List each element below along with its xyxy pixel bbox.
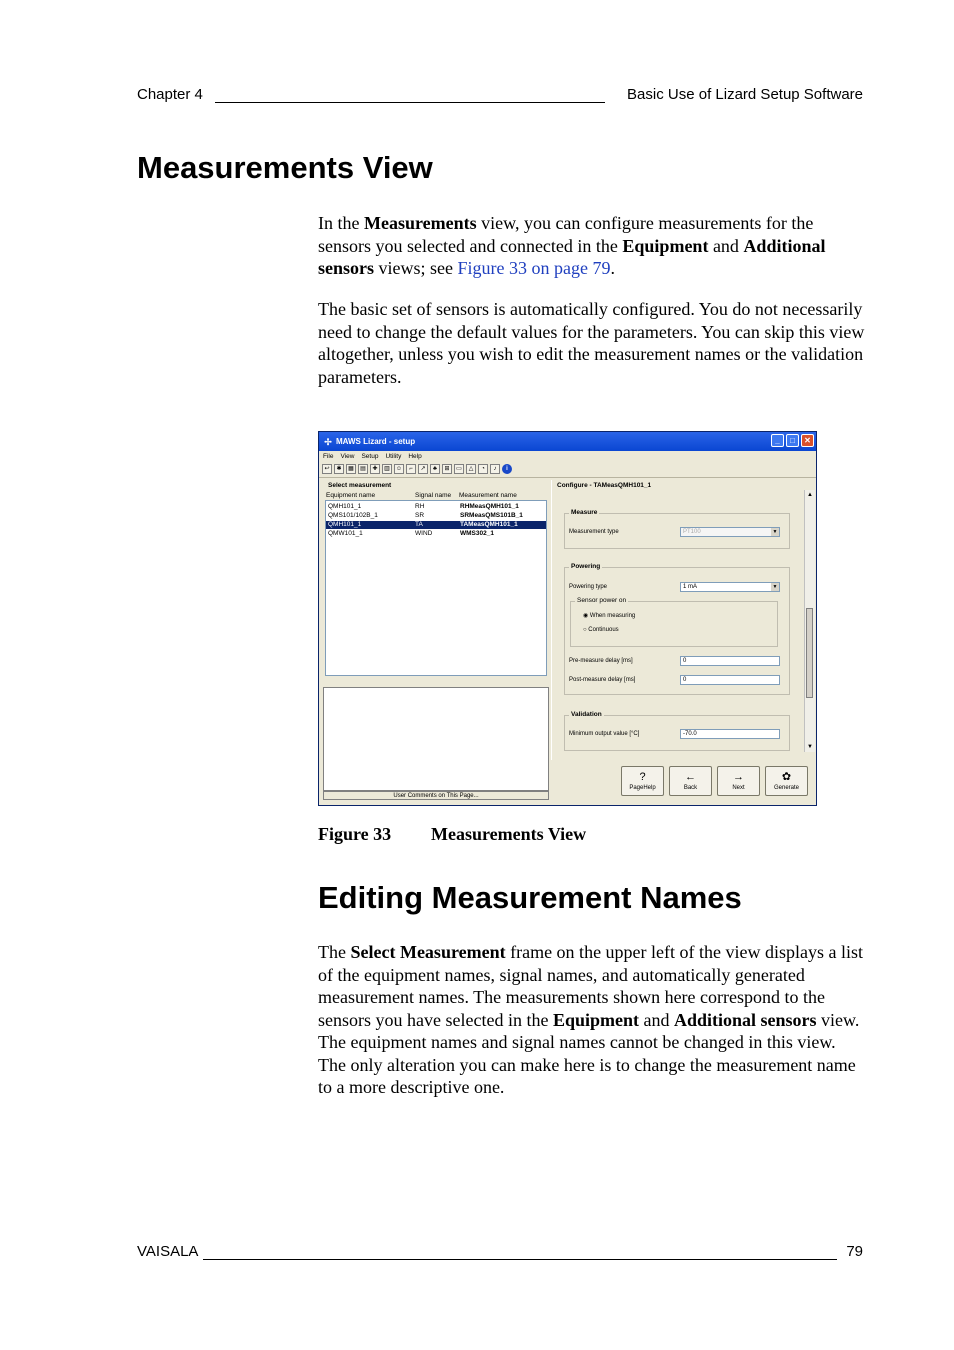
footer-rule [203, 1259, 837, 1260]
toolbar-equipment-icon[interactable]: ✱ [334, 464, 344, 474]
validation-group: Validation Minimum output value [°C] -70.0 [564, 715, 790, 751]
measurement-type-select[interactable]: PT100 ▼ [680, 527, 780, 537]
toolbar-schedule-icon[interactable]: ◔ [478, 464, 488, 474]
comments-label[interactable]: User Comments on This Page... [323, 791, 549, 800]
toolbar-doc-icon[interactable]: ▭ [454, 464, 464, 474]
chevron-down-icon: ▼ [772, 584, 778, 590]
figure-caption: Figure 33 Measurements View [318, 824, 587, 844]
maximize-icon[interactable]: □ [786, 434, 799, 447]
pagehelp-button[interactable]: ? PageHelp [621, 766, 664, 796]
page-footer [137, 1243, 863, 1263]
chapter-label: Chapter 4 [137, 86, 203, 103]
comments-box[interactable] [323, 687, 549, 791]
toolbar-grid-icon[interactable]: ▥ [382, 464, 392, 474]
toolbar-person-icon[interactable]: ☺ [395, 466, 403, 472]
toolbar-chart-icon[interactable]: ↗ [418, 464, 428, 474]
back-button[interactable]: ← Back [669, 766, 712, 796]
sensor-power-group: Sensor power on ◉ When measuring ○ Continuous [570, 601, 778, 647]
scroll-down-icon[interactable]: ▼ [807, 744, 813, 750]
powering-type-select[interactable]: 1 mA ▼ [680, 582, 780, 592]
company-name: VAISALA [137, 1243, 199, 1260]
close-icon[interactable]: ✕ [801, 434, 814, 447]
header-rule [215, 102, 605, 103]
minimize-icon[interactable]: _ [771, 434, 784, 447]
toolbar-alarm-icon[interactable]: △ [466, 464, 476, 474]
list-item[interactable]: QMS101/102B_1 SR SRMeasQMS101B_1 [328, 512, 523, 519]
post-measure-delay-input[interactable]: 0 [680, 675, 780, 685]
menu-utility[interactable]: Utility [385, 452, 402, 460]
arrow-right-icon: → [733, 771, 744, 783]
menu-file[interactable]: File [323, 452, 334, 460]
toolbar-measure-icon[interactable]: ⌐ [406, 464, 416, 474]
select-measurement-frame [322, 480, 550, 804]
config-scrollbar[interactable] [804, 490, 815, 752]
radio-when-measuring[interactable]: ◉ When measuring [583, 613, 636, 619]
list-item-selected[interactable]: QMH101_1 TA TAMeasQMH101_1 [326, 521, 546, 529]
toolbar-start-icon[interactable]: ↩ [322, 464, 332, 474]
navigation-buttons [621, 766, 808, 796]
toolbar [319, 461, 816, 478]
menu-bar [319, 451, 816, 461]
chevron-down-icon: ▼ [772, 529, 778, 535]
page-number: 79 [846, 1243, 863, 1260]
app-screenshot [318, 431, 817, 806]
list-item[interactable]: QMH101_1 RH RHMeasQMH101_1 [328, 503, 519, 510]
next-button[interactable]: → Next [717, 766, 760, 796]
toolbar-bell-icon[interactable]: ♪ [490, 464, 500, 474]
toolbar-board-icon[interactable]: ▤ [358, 464, 368, 474]
list-item[interactable]: QMW101_1 WIND WMS302_1 [328, 530, 494, 537]
measurement-list[interactable] [325, 500, 547, 676]
lizard-logo-icon: ✢ [324, 436, 332, 447]
subsection-heading: Editing Measurement Names [318, 880, 742, 915]
menu-view[interactable]: View [340, 452, 355, 460]
select-frame-title: Select measurement [328, 482, 392, 489]
toolbar-sensor-icon[interactable]: ✚ [370, 464, 380, 474]
list-header [326, 492, 548, 500]
toolbar-logger-icon[interactable]: ▦ [346, 464, 356, 474]
section-heading: Measurements View [137, 150, 433, 185]
powering-group: Powering Powering type 1 mA ▼ Sensor power on ◉ When measuring ○ Continuous Pre-measure delay [ms] 0 Post-measure delay [ms] 0 [564, 567, 790, 695]
editing-paragraph: The Select Measurement frame on the upper left of the view displays a list of the equipment names, signal names, and automatically generated measurement names. The measurements shown here correspond to the sensors you have selected in the Equipment and Additional sensors view. The equipment names and signal names cannot be changed in this view. The only alteration you can make here is to change the measurement name to a more descriptive one. [318, 942, 863, 1097]
toolbar-report-icon[interactable]: ⊞ [442, 464, 452, 474]
col-equipment[interactable]: Equipment name [326, 492, 376, 499]
menu-setup[interactable]: Setup [361, 452, 379, 460]
chapter-title: Basic Use of Lizard Setup Software [627, 86, 863, 103]
menu-help[interactable]: Help [408, 452, 422, 460]
pre-measure-delay-input[interactable]: 0 [680, 656, 780, 666]
col-signal[interactable]: Signal name [415, 492, 452, 499]
radio-continuous[interactable]: ○ Continuous [583, 627, 619, 633]
info-icon[interactable]: i [502, 464, 512, 474]
arrow-left-icon: ← [685, 771, 696, 783]
col-measurement[interactable]: Measurement name [459, 492, 517, 499]
measure-group: Measure Measurement type PT100 ▼ [564, 513, 790, 549]
window-title: MAWS Lizard - setup [336, 437, 416, 446]
generate-icon: ✿ [781, 771, 792, 783]
generate-button[interactable]: ✿ Generate [765, 766, 808, 796]
help-icon: ? [639, 771, 646, 783]
intro-paragraph: In the Measurements view, you can configure measurements for the sensors you selected and connected in the Equipment and Additional sensors views; see Figure 33 on page 79. [318, 213, 826, 278]
min-output-input[interactable]: -70.0 [680, 729, 780, 739]
body-paragraph: The basic set of sensors is automatically configured. You do not necessarily need to change the default values for the parameters. You can skip this view altogether, unless you wish to edit the measurement names or the validation parameters. [318, 299, 865, 387]
configure-frame [551, 480, 815, 760]
toolbar-tree-icon[interactable]: ♣ [430, 464, 440, 474]
window-titlebar [319, 432, 816, 451]
figure-link[interactable]: Figure 33 on page 79 [457, 258, 611, 278]
scroll-thumb[interactable] [806, 608, 813, 698]
page-header [137, 86, 863, 106]
scroll-up-icon[interactable]: ▲ [807, 492, 813, 498]
configure-title: Configure - TAMeasQMH101_1 [557, 482, 652, 489]
